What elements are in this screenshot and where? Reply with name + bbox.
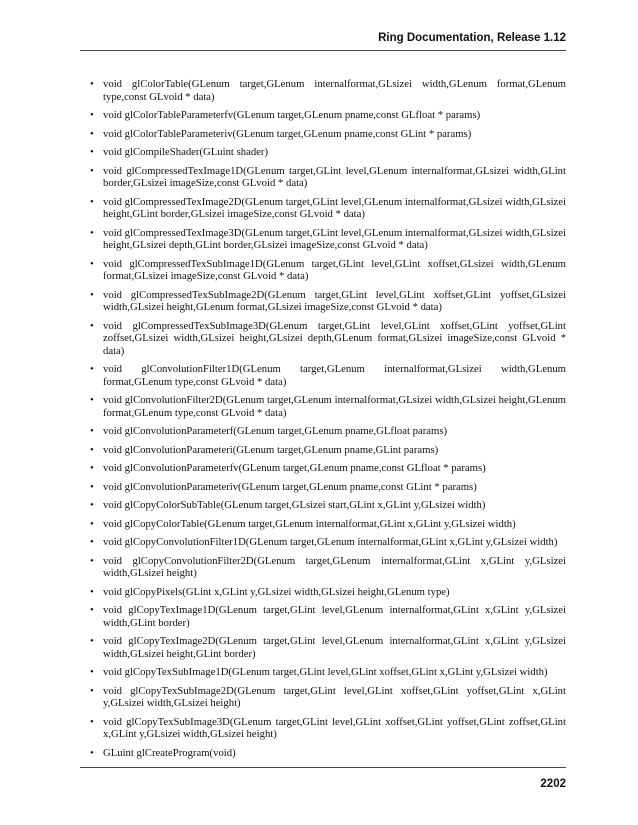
list-item [80,747,566,760]
list-item [80,196,566,221]
list-item [80,289,566,314]
function-signature: void glCopyTexSubImage1D(GLenum target,GLint level,GLint xoffset,GLint x,GLint y,GLsizei width) [103,666,548,678]
list-item [80,481,566,494]
list-item [80,425,566,438]
bullet-icon: • [90,585,94,598]
list-item [80,258,566,283]
bullet-icon: • [90,635,94,647]
list-item [80,666,566,679]
function-signature: void glConvolutionParameteriv(GLenum target,GLenum pname,const GLint * params) [103,480,477,493]
list-item [80,78,566,103]
bullet-icon: • [90,666,94,678]
function-signature: void glConvolutionParameteri(GLenum target,GLenum pname,GLint params) [103,443,439,456]
bullet-icon: • [90,746,94,759]
bullet-icon: • [90,109,94,121]
function-signature: void glCopyPixels(GLint x,GLint y,GLsizei width,GLsizei height,GLenum type) [103,585,450,598]
bullet-icon: • [90,536,94,548]
list-item [80,518,566,531]
function-signature: void glCompressedTexImage3D(GLenum target,GLint level,GLenum internalformat,GLsizei width,GLsizei height,GLsizei depth,GLint border,GLsizei imageSize,const GLvoid * data) [103,226,566,251]
page-number: 2202 [540,778,566,790]
list-item [80,146,566,159]
bullet-icon: • [90,425,94,437]
list-item [80,109,566,122]
function-signature: void glCompressedTexImage2D(GLenum target,GLint level,GLenum internalformat,GLsizei width,GLsizei height,GLint border,GLsizei imageSize,const GLvoid * data) [103,195,566,220]
list-item [80,716,566,741]
function-signature: void glColorTableParameterfv(GLenum target,GLenum pname,const GLfloat * params) [103,109,481,121]
list-item [80,635,566,660]
bullet-icon: • [90,319,94,332]
list-item [80,444,566,457]
list-item [80,394,566,419]
bullet-icon: • [90,517,94,530]
list-item [80,165,566,190]
list-item [80,128,566,141]
function-signature: void glCopyColorTable(GLenum target,GLenum internalformat,GLint x,GLint y,GLsizei width) [103,517,516,530]
running-header: Ring Documentation, Release 1.12 [378,32,566,44]
bullet-icon: • [90,715,94,728]
bullet-icon: • [90,443,94,456]
function-signature: void glCopyTexImage2D(GLenum target,GLint level,GLenum internalformat,GLint x,GLint y,GLsizei width,GLsizei height,GLint border) [103,635,566,660]
function-signature: void glCopyTexSubImage3D(GLenum target,GLint level,GLint xoffset,GLint yoffset,GLint zoffset,GLint x,GLint y,GLsizei width,GLsizei height) [103,715,566,740]
list-item [80,320,566,358]
bullet-icon: • [90,195,94,208]
list-item [80,462,566,475]
function-list [80,78,566,765]
bullet-icon: • [90,554,94,567]
bullet-icon: • [90,257,94,270]
function-signature: void glCompileShader(GLuint shader) [103,146,269,158]
list-item [80,499,566,512]
bullet-icon: • [90,127,94,140]
bullet-icon: • [90,684,94,697]
list-item [80,363,566,388]
bullet-icon: • [90,146,94,158]
list-item [80,685,566,710]
bullet-icon: • [90,604,94,616]
function-signature: void glCopyColorSubTable(GLenum target,GLsizei start,GLint x,GLint y,GLsizei width) [103,499,486,511]
function-signature: void glColorTableParameteriv(GLenum target,GLenum pname,const GLint * params) [103,127,472,140]
function-signature: void glConvolutionParameterf(GLenum target,GLenum pname,GLfloat params) [103,425,448,437]
function-signature: void glCopyConvolutionFilter1D(GLenum target,GLenum internalformat,GLint x,GLint y,GLsizei width) [103,536,558,548]
function-signature: void glCompressedTexImage1D(GLenum target,GLint level,GLenum internalformat,GLsizei width,GLint border,GLsizei imageSize,const GLvoid * data) [103,164,566,189]
header-rule [80,50,566,51]
bullet-icon: • [90,363,94,375]
function-signature: void glCompressedTexSubImage3D(GLenum target,GLint level,GLint xoffset,GLint yoffset,GLint zoffset,GLsizei width,GLsizei height,GLsizei depth,GLenum format,GLsizei imageSize,const GLvoid * data) [103,319,566,357]
function-signature: GLuint glCreateProgram(void) [103,746,236,759]
function-signature: void glCompressedTexSubImage2D(GLenum target,GLint level,GLint xoffset,GLint yoffset,GLsizei width,GLsizei height,GLenum format,GLsizei imageSize,const GLvoid * data) [103,288,566,313]
bullet-icon: • [90,394,94,406]
bullet-icon: • [90,78,94,90]
function-signature: void glConvolutionParameterfv(GLenum target,GLenum pname,const GLfloat * params) [103,462,486,474]
list-item [80,555,566,580]
function-signature: void glConvolutionFilter1D(GLenum target,GLenum internalformat,GLsizei width,GLenum format,GLenum type,const GLvoid * data) [103,363,566,388]
bullet-icon: • [90,499,94,511]
list-item [80,536,566,549]
function-signature: void glCopyTexImage1D(GLenum target,GLint level,GLenum internalformat,GLint x,GLint y,GLsizei width,GLint border) [103,604,566,629]
bullet-icon: • [90,226,94,239]
list-item [80,586,566,599]
footer-rule [80,767,566,768]
function-signature: void glColorTable(GLenum target,GLenum internalformat,GLsizei width,GLenum format,GLenum type,const GLvoid * data) [103,78,566,103]
bullet-icon: • [90,462,94,474]
list-item [80,227,566,252]
function-signature: void glCopyConvolutionFilter2D(GLenum target,GLenum internalformat,GLint x,GLint y,GLsizei width,GLsizei height) [103,554,566,579]
bullet-icon: • [90,164,94,177]
bullet-icon: • [90,288,94,301]
function-signature: void glCompressedTexSubImage1D(GLenum target,GLint level,GLint xoffset,GLsizei width,GLenum format,GLsizei imageSize,const GLvoid * data) [103,257,566,282]
function-signature: void glCopyTexSubImage2D(GLenum target,GLint level,GLint xoffset,GLint yoffset,GLint x,GLint y,GLsizei width,GLsizei height) [103,684,566,709]
list-item [80,604,566,629]
bullet-icon: • [90,480,94,493]
function-signature: void glConvolutionFilter2D(GLenum target,GLenum internalformat,GLsizei width,GLsizei height,GLenum format,GLenum type,const GLvoid * data) [103,394,566,419]
